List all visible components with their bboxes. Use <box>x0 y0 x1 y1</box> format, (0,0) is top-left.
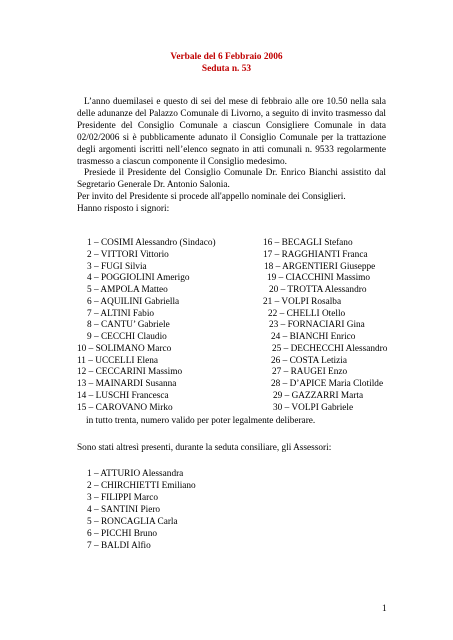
assessore-item: 1 – ATTURIO Alessandra <box>87 469 184 479</box>
intro-text <box>77 97 386 216</box>
consigliere-item: 7 – ALTINI Fabio <box>87 308 155 319</box>
consigliere-item: 21 – VOLPI Rosalba <box>263 296 342 307</box>
assessori-list <box>87 468 196 552</box>
consigliere-item: 28 – D’APICE Maria Clotilde <box>271 379 384 389</box>
consigliere-item: 8 – CANTU’ Gabriele <box>87 320 170 331</box>
assessore-item: 3 – FILIPPI Marco <box>87 493 159 503</box>
consigliere-item: 13 – MAINARDI Susanna <box>77 379 177 389</box>
consigliere-item: 15 – CAROVANO Mirko <box>77 402 173 413</box>
quorum-text: in tutto trenta, numero valido per poter legalmente deliberare. <box>86 416 316 426</box>
assessore-item: 7 – BALDI Alfio <box>87 541 151 551</box>
assessore-item: 2 – CHIRCHIETTI Emiliano <box>87 481 196 491</box>
consigliere-item: 6 – AQUILINI Gabriella <box>87 296 180 307</box>
consigliere-item: 2 – VITTORI Vittorio <box>87 249 169 260</box>
consigliere-item: 4 – POGGIOLINI Amerigo <box>87 273 190 284</box>
consigliere-item: 26 – COSTA Letizia <box>271 355 347 366</box>
consigliere-item: 23 – FORNACIARI Gina <box>269 320 365 331</box>
consigliere-item: 12 – CECCARINI Massimo <box>77 367 183 378</box>
consigliere-item: 24 – BIANCHI Enrico <box>271 332 356 342</box>
consigliere-item: 10 – SOLIMANO Marco <box>77 343 172 354</box>
intro-paragraph-3: Per invito del Presidente si procede all'appello nominale dei Consiglieri. <box>77 192 346 203</box>
consigliere-item: 16 – BECAGLI Stefano <box>263 238 353 248</box>
session-number: Seduta n. 53 <box>201 64 252 74</box>
consigliere-item: 3 – FUGI Silvia <box>87 261 147 272</box>
page-number: 1 <box>382 604 387 614</box>
consigliere-item: 9 – CECCHI Claudio <box>87 332 167 342</box>
consigliere-item: 1 – COSIMI Alessandro (Sindaco) <box>87 238 216 248</box>
consiglieri-list-right <box>263 238 387 414</box>
consigliere-item: 18 – ARGENTIERI Giuseppe <box>264 261 376 272</box>
consigliere-item: 29 – GAZZARRI Marta <box>273 390 364 401</box>
intro-paragraph-2: Presiede il Presidente del Consiglio Comunale Dr. Enrico Bianchi assistito dal Segretario Generale Dr. Antonio Salonia. <box>77 168 386 191</box>
consigliere-item: 27 – RAUGEI Enzo <box>272 367 348 378</box>
consigliere-item: 14 – LUSCHI Francesca <box>77 390 169 401</box>
assessori-intro: Sono stati altresì presenti, durante la seduta consiliare, gli Assessori: <box>77 443 332 453</box>
assessore-item: 6 – PICCHI Bruno <box>87 529 157 539</box>
assessore-item: 5 – RONCAGLIA Carla <box>87 517 178 527</box>
document-title: Verbale del 6 Febbraio 2006 <box>170 52 283 62</box>
consigliere-item: 25 – DECHECCHI Alessandro <box>272 343 388 354</box>
consigliere-item: 19 – CIACCHINI Massimo <box>267 273 371 284</box>
consiglieri-list-left <box>77 238 216 414</box>
consigliere-item: 22 – CHELLI Otello <box>268 308 346 319</box>
consigliere-item: 30 – VOLPI Gabriele <box>273 402 354 413</box>
consigliere-item: 5 – AMPOLA Matteo <box>87 285 168 295</box>
intro-paragraph-1: L’anno duemilasei e questo di sei del mese di febbraio alle ore 10.50 nella sala delle adunanze del Palazzo Comunale di Livorno, a seguito di invito trasmesso dal Presidente del Consiglio Comunale a ciascun Consigliere Comunale in data 02/02/2006 si è pubblicamente adunato il Consiglio Comunale per la trattazione degli argomenti iscritti nell’elenco segnato in atti comunali n. 9533 regolarmente trasmesso a ciascun componente il Consiglio medesimo. <box>77 97 386 167</box>
consigliere-item: 11 – UCCELLI Elena <box>77 355 158 366</box>
intro-paragraph-4: Hanno risposto i signori: <box>77 204 170 215</box>
consigliere-item: 20 – TROTTA Alessandro <box>269 285 367 295</box>
consigliere-item: 17 – RAGGHIANTI Franca <box>263 249 368 260</box>
assessore-item: 4 – SANTINI Piero <box>87 505 161 515</box>
